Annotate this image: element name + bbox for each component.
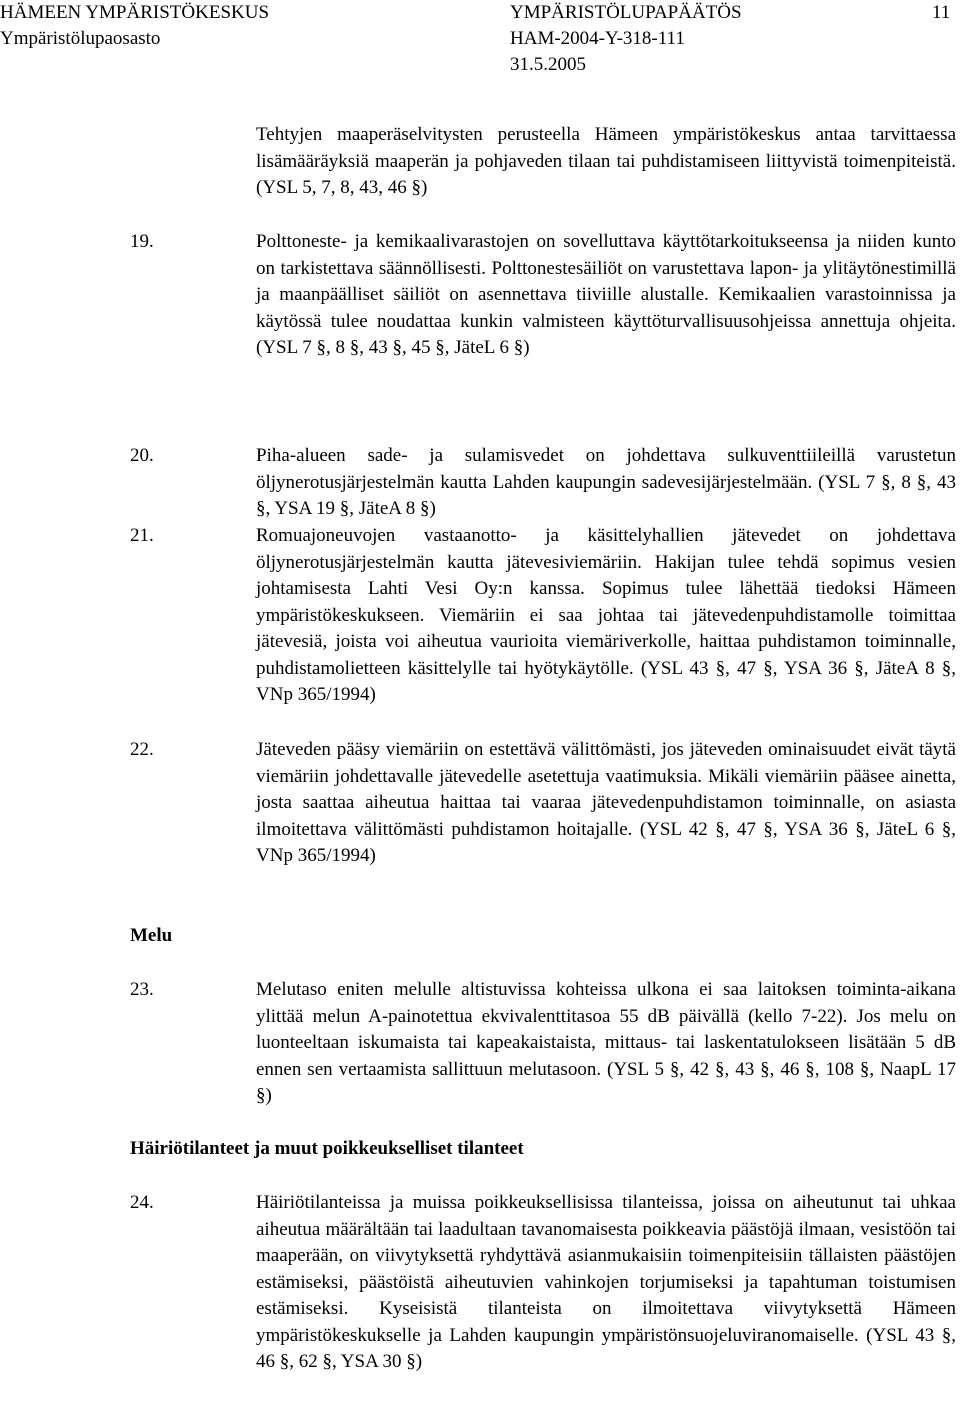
- header-organization: HÄMEEN YMPÄRISTÖKESKUS: [0, 2, 270, 23]
- item-text: Piha-alueen sade- ja sulamisvedet on johdettava sulkuventtiileillä varustetun öljynerotusjärjestelmän kautta Lahden kaupungin sadevesijärjestelmään. (YSL 7 §, 8 §, 43 §, YSA 19 §, JäteA 8 §): [256, 445, 956, 519]
- item-number: 20.: [130, 445, 154, 466]
- item-text: Polttoneste- ja kemikaalivarastojen on sovelluttava käyttötarkoitukseensa ja niiden kunto on tarkistettava säännöllisesti. Polttonestesäiliöt on varustettava lapon- ja ylitäytönestimillä ja maanpäälliset säiliöt on asennettava tiiviille alustalle. Kemikaalien varastoinnissa ja käytössä tulee noudattaa kunkin valmisteen käyttöturvallisuusohjeissa annettuja ohjeita. (YSL 7 §, 8 §, 43 §, 45 §, JäteL 6 §): [256, 231, 956, 358]
- item-text: Häiriötilanteissa ja muissa poikkeuksellisissa tilanteissa, joissa on aiheutunut tai uhkaa aiheutua määrältään tai laadultaan tavanomaisesta poikkeavia päästöjä ilmaan, vesistöön tai maaperään, on viivytyksettä ryhdyttävä asianmukaisiin toimenpiteisiin tällaisten päästöjen estämiseksi, päästöistä aiheutuvien vahinkojen torjumiseksi ja tapahtuman toistumisen estämiseksi. Kyseisistä tilanteista on ilmoitettava viivytyksettä Hämeen ympäristökeskukselle ja Lahden kaupungin ympäristönsuojeluviranomaiselle. (YSL 43 §, 46 §, 62 §, YSA 30 §): [256, 1192, 956, 1372]
- intro-paragraph: Tehtyjen maaperäselvitysten perusteella Hämeen ympäristökeskus antaa tarvittaessa lisämääräyksiä maaperän ja pohjaveden tilaan tai puhdistamiseen liittyvistä toimenpiteistä. (YSL 5, 7, 8, 43, 46 §): [256, 124, 956, 198]
- item-text: Romuajoneuvojen vastaanotto- ja käsittelyhallien jätevedet on johdettava öljynerotusjärjestelmän kautta jätevesiviemäriin. Hakijan tulee tehdä sopimus vesien johtamisesta Lahti Vesi Oy:n kanssa. Sopimus tulee lähettää tiedoksi Hämeen ympäristökeskukseen. Viemäriin ei saa johtaa tai jätevedenpuhdistamolle toimittaa jätevesiä, joista voi aiheutua vaurioita viemäriverkolle, haittaa puhdistamon toiminnalle, puhdistamolietteen käsittelylle tai hyötykäytölle. (YSL 43 §, 47 §, YSA 36 §, JäteA 8 §, VNp 365/1994): [256, 525, 956, 705]
- section-heading-melu: Melu: [130, 925, 173, 946]
- section-heading-hairiotilanteet: Häiriötilanteet ja muut poikkeukselliset tilanteet: [130, 1138, 524, 1159]
- item-number: 23.: [130, 979, 154, 1000]
- item-text: Jäteveden pääsy viemäriin on estettävä välittömästi, jos jäteveden ominaisuudet eivät täytä viemäriin johdettavalle jätevedelle asetettuja vaatimuksia. Mikäli viemäriin pääsee ainetta, josta saattaa aiheutua haittaa tai vaaraa jätevedenpuhdistamon toiminnalle, on asiasta ilmoitettava välittömästi puhdistamon hoitajalle. (YSL 42 §, 47 §, YSA 36 §, JäteL 6 §, VNp 365/1994): [256, 739, 956, 866]
- header-date: 31.5.2005: [510, 54, 586, 75]
- header-page-number: 11: [932, 2, 951, 23]
- header-reference: HAM-2004-Y-318-111: [510, 28, 685, 49]
- item-number: 24.: [130, 1192, 154, 1213]
- item-text: Melutaso eniten melulle altistuvissa kohteissa ulkona ei saa laitoksen toiminta-aikana ylittää melun A-painotettua ekvivalenttitasoa 55 dB päivällä (kello 7-22). Jos melu on luonteeltaan iskumaista tai kapeakaistaista, mittaus- tai laskentatulokseen lisätään 5 dB ennen sen vertaamista sallittuun melutasoon. (YSL 5 §, 42 §, 43 §, 46 §, 108 §, NaapL 17 §): [256, 979, 956, 1106]
- item-number: 19.: [130, 231, 154, 252]
- header-department: Ympäristölupaosasto: [0, 28, 161, 49]
- item-number: 21.: [130, 525, 154, 546]
- item-number: 22.: [130, 739, 154, 760]
- header-document-type: YMPÄRISTÖLUPAPÄÄTÖS: [510, 2, 742, 23]
